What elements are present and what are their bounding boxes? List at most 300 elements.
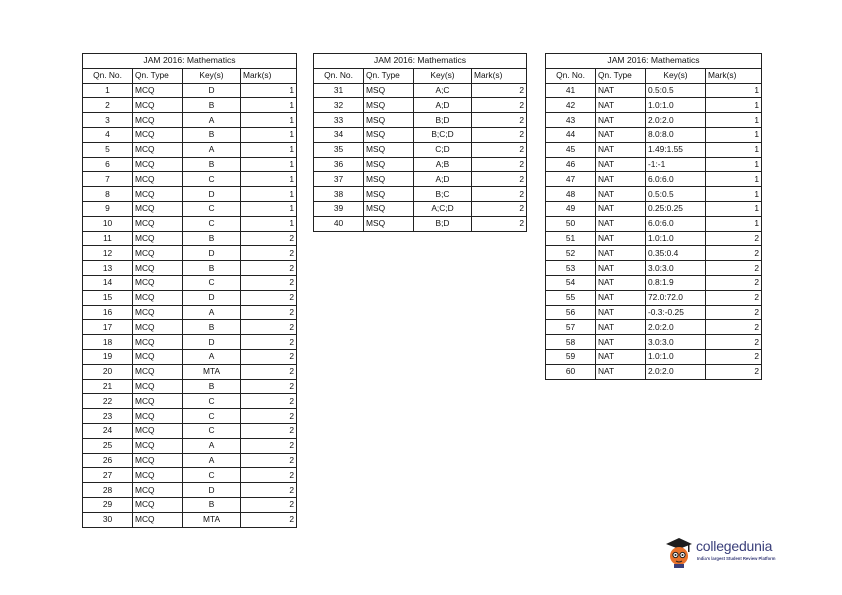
question-number-cell: 27 [83, 468, 133, 483]
answer-key-cell: C [183, 201, 241, 216]
answer-key-table-1 [82, 53, 297, 528]
question-type-cell: MCQ [133, 468, 183, 483]
answer-key-cell: C [183, 409, 241, 424]
marks-cell: 2 [241, 231, 297, 246]
table-row [546, 98, 762, 113]
answer-key-table-3 [545, 53, 762, 380]
question-number-cell: 29 [83, 497, 133, 512]
question-number-cell: 15 [83, 290, 133, 305]
question-number-cell: 43 [546, 113, 596, 128]
table-row [83, 394, 297, 409]
marks-cell: 2 [241, 349, 297, 364]
table-row [314, 216, 527, 231]
answer-key-cell: A [183, 113, 241, 128]
table-row [83, 453, 297, 468]
question-number-cell: 41 [546, 83, 596, 98]
marks-cell: 2 [241, 512, 297, 527]
table-title: JAM 2016: Mathematics [546, 54, 762, 69]
marks-cell: 1 [241, 127, 297, 142]
marks-cell: 1 [706, 216, 762, 231]
question-type-cell: NAT [596, 113, 646, 128]
answer-key-cell: B [183, 497, 241, 512]
table-row [546, 216, 762, 231]
answer-key-cell: B;C;D [414, 127, 472, 142]
table-row [546, 290, 762, 305]
question-number-cell: 30 [83, 512, 133, 527]
question-number-cell: 58 [546, 335, 596, 350]
marks-cell: 2 [706, 275, 762, 290]
question-type-cell: MCQ [133, 83, 183, 98]
answer-key-cell: -1:-1 [646, 157, 706, 172]
table-row [83, 172, 297, 187]
marks-cell: 2 [241, 468, 297, 483]
question-number-cell: 8 [83, 187, 133, 202]
answer-key-cell: 1.0:1.0 [646, 98, 706, 113]
question-type-header: Qn. Type [133, 68, 183, 83]
marks-cell: 1 [241, 201, 297, 216]
question-type-cell: NAT [596, 83, 646, 98]
table-header-row [83, 68, 297, 83]
logo-wordmark: collegedunia [696, 538, 773, 554]
question-number-cell: 44 [546, 127, 596, 142]
marks-cell: 2 [472, 83, 527, 98]
answer-key-cell: B;C [414, 187, 472, 202]
answer-key-cell: B [183, 98, 241, 113]
marks-cell: 1 [241, 113, 297, 128]
marks-cell: 1 [706, 201, 762, 216]
question-type-cell: MCQ [133, 394, 183, 409]
marks-cell: 2 [706, 290, 762, 305]
marks-cell: 2 [241, 290, 297, 305]
question-type-cell: MCQ [133, 275, 183, 290]
answer-key-cell: A [183, 438, 241, 453]
answer-key-cell: 1.0:1.0 [646, 231, 706, 246]
table-row [83, 246, 297, 261]
question-number-cell: 40 [314, 216, 364, 231]
marks-cell: 2 [706, 246, 762, 261]
question-number-cell: 6 [83, 157, 133, 172]
table-row [83, 216, 297, 231]
answer-key-cell: B [183, 261, 241, 276]
table-row [83, 379, 297, 394]
answer-key-cell: 1.0:1.0 [646, 349, 706, 364]
question-number-cell: 25 [83, 438, 133, 453]
question-type-cell: NAT [596, 364, 646, 379]
marks-cell: 2 [241, 364, 297, 379]
answer-key-cell: B [183, 127, 241, 142]
answer-key-cell: B [183, 379, 241, 394]
question-type-cell: NAT [596, 275, 646, 290]
answer-key-cell: 2.0:2.0 [646, 320, 706, 335]
table-row [83, 468, 297, 483]
table-row [314, 142, 527, 157]
marks-cell: 1 [706, 157, 762, 172]
table-row [546, 335, 762, 350]
marks-cell: 2 [472, 187, 527, 202]
question-number-cell: 1 [83, 83, 133, 98]
marks-cell: 2 [241, 305, 297, 320]
question-number-cell: 4 [83, 127, 133, 142]
question-type-cell: MSQ [364, 113, 414, 128]
table-title: JAM 2016: Mathematics [314, 54, 527, 69]
marks-header: Mark(s) [472, 68, 527, 83]
question-type-cell: MCQ [133, 453, 183, 468]
collegedunia-logo [664, 535, 784, 575]
question-type-cell: MSQ [364, 142, 414, 157]
question-number-cell: 5 [83, 142, 133, 157]
answer-key-cell: B [183, 231, 241, 246]
answer-key-cell: -0.3:-0.25 [646, 305, 706, 320]
answer-key-cell: 0.25:0.25 [646, 201, 706, 216]
question-number-cell: 47 [546, 172, 596, 187]
question-type-header: Qn. Type [364, 68, 414, 83]
table-row [83, 98, 297, 113]
answer-key-cell: C;D [414, 142, 472, 157]
table-row [314, 83, 527, 98]
marks-cell: 2 [472, 98, 527, 113]
question-type-cell: MCQ [133, 335, 183, 350]
question-type-cell: MCQ [133, 409, 183, 424]
question-type-cell: MCQ [133, 127, 183, 142]
marks-cell: 2 [241, 261, 297, 276]
answer-key-cell: D [183, 187, 241, 202]
marks-cell: 2 [241, 497, 297, 512]
marks-cell: 2 [241, 438, 297, 453]
question-number-cell: 26 [83, 453, 133, 468]
marks-cell: 2 [706, 364, 762, 379]
marks-cell: 1 [241, 98, 297, 113]
question-type-cell: MSQ [364, 127, 414, 142]
question-type-cell: MCQ [133, 497, 183, 512]
marks-cell: 2 [706, 305, 762, 320]
answer-key-table-2 [313, 53, 527, 232]
marks-cell: 1 [706, 172, 762, 187]
table-row [546, 231, 762, 246]
answer-key-cell: 72.0:72.0 [646, 290, 706, 305]
question-number-cell: 9 [83, 201, 133, 216]
question-number-cell: 11 [83, 231, 133, 246]
marks-cell: 2 [241, 483, 297, 498]
answer-key-cell: 1.49:1.55 [646, 142, 706, 157]
question-type-cell: MCQ [133, 483, 183, 498]
question-number-cell: 28 [83, 483, 133, 498]
table-row [83, 320, 297, 335]
marks-cell: 2 [241, 379, 297, 394]
question-type-cell: MCQ [133, 512, 183, 527]
marks-cell: 1 [241, 216, 297, 231]
answer-key-cell: A [183, 349, 241, 364]
question-type-cell: NAT [596, 216, 646, 231]
question-type-cell: MSQ [364, 187, 414, 202]
marks-cell: 2 [472, 157, 527, 172]
question-number-cell: 48 [546, 187, 596, 202]
answer-key-cell: A;B [414, 157, 472, 172]
table-row [314, 201, 527, 216]
table-row [83, 275, 297, 290]
answer-key-cell: C [183, 394, 241, 409]
question-number-cell: 51 [546, 231, 596, 246]
question-type-cell: MCQ [133, 172, 183, 187]
marks-cell: 2 [706, 231, 762, 246]
logo-tagline: India's largest Student Review Platform [697, 556, 776, 561]
question-type-cell: NAT [596, 349, 646, 364]
question-type-cell: NAT [596, 172, 646, 187]
answer-key-cell: D [183, 335, 241, 350]
question-number-cell: 18 [83, 335, 133, 350]
marks-cell: 2 [472, 172, 527, 187]
question-number-cell: 37 [314, 172, 364, 187]
table-header-row [314, 68, 527, 83]
table-row [83, 261, 297, 276]
marks-cell: 1 [241, 187, 297, 202]
table-row [546, 305, 762, 320]
question-number-cell: 39 [314, 201, 364, 216]
question-type-cell: MSQ [364, 83, 414, 98]
marks-cell: 2 [706, 349, 762, 364]
question-type-cell: NAT [596, 98, 646, 113]
question-number-cell: 2 [83, 98, 133, 113]
marks-cell: 2 [472, 113, 527, 128]
table-row [314, 187, 527, 202]
question-type-cell: NAT [596, 246, 646, 261]
table-header-row [546, 68, 762, 83]
table-row [83, 83, 297, 98]
marks-cell: 2 [241, 409, 297, 424]
marks-cell: 1 [706, 127, 762, 142]
marks-cell: 2 [472, 216, 527, 231]
answer-key-cell: 6.0:6.0 [646, 216, 706, 231]
question-number-cell: 21 [83, 379, 133, 394]
question-type-cell: NAT [596, 187, 646, 202]
marks-cell: 2 [241, 394, 297, 409]
table-row [83, 364, 297, 379]
question-number-cell: 35 [314, 142, 364, 157]
question-type-header: Qn. Type [596, 68, 646, 83]
marks-cell: 1 [706, 142, 762, 157]
table-row [83, 483, 297, 498]
question-number-cell: 38 [314, 187, 364, 202]
question-number-cell: 45 [546, 142, 596, 157]
question-number-header: Qn. No. [314, 68, 364, 83]
question-type-cell: MCQ [133, 261, 183, 276]
question-number-cell: 13 [83, 261, 133, 276]
question-type-cell: MCQ [133, 142, 183, 157]
marks-cell: 2 [706, 261, 762, 276]
table-row [546, 83, 762, 98]
answer-key-cell: B [183, 157, 241, 172]
answer-key-cell: 6.0:6.0 [646, 172, 706, 187]
table-row [83, 349, 297, 364]
question-number-cell: 16 [83, 305, 133, 320]
marks-cell: 1 [241, 172, 297, 187]
table-row [546, 172, 762, 187]
question-number-cell: 20 [83, 364, 133, 379]
question-type-cell: MCQ [133, 201, 183, 216]
question-type-cell: MCQ [133, 113, 183, 128]
answer-key-cell: 0.35:0.4 [646, 246, 706, 261]
marks-cell: 2 [472, 127, 527, 142]
answer-key-cell: 0.5:0.5 [646, 83, 706, 98]
graduate-mascot-icon [664, 535, 694, 569]
question-number-cell: 53 [546, 261, 596, 276]
question-number-cell: 7 [83, 172, 133, 187]
answer-key-cell: A;D [414, 172, 472, 187]
question-type-cell: MSQ [364, 201, 414, 216]
question-number-cell: 49 [546, 201, 596, 216]
answer-key-cell: D [183, 246, 241, 261]
question-number-cell: 14 [83, 275, 133, 290]
question-number-cell: 10 [83, 216, 133, 231]
table-row [83, 157, 297, 172]
table-row [546, 157, 762, 172]
table-row [546, 142, 762, 157]
marks-cell: 1 [241, 83, 297, 98]
question-number-cell: 17 [83, 320, 133, 335]
answer-key-cell: C [183, 423, 241, 438]
table-row [546, 349, 762, 364]
answer-key-cell: C [183, 172, 241, 187]
table-row [546, 127, 762, 142]
marks-header: Mark(s) [706, 68, 762, 83]
answer-key-cell: D [183, 483, 241, 498]
question-number-cell: 33 [314, 113, 364, 128]
answer-key-cell: C [183, 468, 241, 483]
marks-cell: 1 [706, 113, 762, 128]
table-title-row [546, 54, 762, 69]
answer-key-cell: D [183, 290, 241, 305]
answer-key-cell: 2.0:2.0 [646, 113, 706, 128]
question-type-cell: MCQ [133, 438, 183, 453]
table-title-row [83, 54, 297, 69]
question-type-cell: MCQ [133, 364, 183, 379]
answer-key-cell: C [183, 275, 241, 290]
question-type-cell: MCQ [133, 320, 183, 335]
question-number-cell: 56 [546, 305, 596, 320]
marks-cell: 2 [241, 423, 297, 438]
answer-key-cell: A;C [414, 83, 472, 98]
question-number-cell: 32 [314, 98, 364, 113]
marks-cell: 1 [706, 98, 762, 113]
answer-key-cell: A [183, 305, 241, 320]
question-type-cell: MSQ [364, 172, 414, 187]
table-row [546, 201, 762, 216]
table-row [83, 423, 297, 438]
question-number-cell: 19 [83, 349, 133, 364]
question-number-cell: 59 [546, 349, 596, 364]
table-row [314, 127, 527, 142]
question-type-cell: NAT [596, 320, 646, 335]
question-type-cell: NAT [596, 290, 646, 305]
table-row [83, 305, 297, 320]
question-type-cell: MCQ [133, 423, 183, 438]
question-type-cell: MCQ [133, 216, 183, 231]
question-type-cell: NAT [596, 305, 646, 320]
question-number-cell: 34 [314, 127, 364, 142]
answer-key-cell: A;C;D [414, 201, 472, 216]
question-number-cell: 24 [83, 423, 133, 438]
question-type-cell: NAT [596, 157, 646, 172]
question-type-cell: MCQ [133, 157, 183, 172]
question-number-cell: 60 [546, 364, 596, 379]
question-type-cell: MSQ [364, 157, 414, 172]
marks-cell: 2 [706, 320, 762, 335]
marks-cell: 2 [241, 275, 297, 290]
marks-cell: 1 [241, 157, 297, 172]
answer-key-cell: 0.8:1.9 [646, 275, 706, 290]
marks-cell: 2 [706, 335, 762, 350]
answer-key-cell: 2.0:2.0 [646, 364, 706, 379]
answer-key-cell: B;D [414, 113, 472, 128]
marks-cell: 1 [706, 83, 762, 98]
answer-key-cell: C [183, 216, 241, 231]
table-row [314, 113, 527, 128]
answer-key-cell: 3.0:3.0 [646, 335, 706, 350]
answer-key-header: Key(s) [414, 68, 472, 83]
answer-key-cell: D [183, 83, 241, 98]
question-number-header: Qn. No. [83, 68, 133, 83]
question-type-cell: MCQ [133, 379, 183, 394]
question-number-cell: 57 [546, 320, 596, 335]
question-type-cell: MCQ [133, 231, 183, 246]
table-row [83, 512, 297, 527]
question-number-header: Qn. No. [546, 68, 596, 83]
table-row [546, 261, 762, 276]
answer-key-header: Key(s) [646, 68, 706, 83]
question-type-cell: MSQ [364, 216, 414, 231]
question-number-cell: 55 [546, 290, 596, 305]
marks-cell: 2 [241, 320, 297, 335]
table-row [83, 438, 297, 453]
table-row [83, 127, 297, 142]
question-type-cell: MCQ [133, 187, 183, 202]
question-number-cell: 3 [83, 113, 133, 128]
question-type-cell: NAT [596, 261, 646, 276]
answer-key-cell: MTA [183, 364, 241, 379]
table-row [83, 201, 297, 216]
question-number-cell: 54 [546, 275, 596, 290]
marks-cell: 2 [241, 335, 297, 350]
marks-cell: 2 [472, 201, 527, 216]
table-row [83, 231, 297, 246]
table-row [83, 497, 297, 512]
answer-key-cell: MTA [183, 512, 241, 527]
answer-key-cell: 8.0:8.0 [646, 127, 706, 142]
table-row [314, 157, 527, 172]
marks-cell: 2 [241, 453, 297, 468]
question-number-cell: 36 [314, 157, 364, 172]
answer-key-cell: 3.0:3.0 [646, 261, 706, 276]
table-row [83, 142, 297, 157]
answer-key-header: Key(s) [183, 68, 241, 83]
table-row [83, 187, 297, 202]
table-row [314, 98, 527, 113]
table-row [83, 290, 297, 305]
table-row [83, 335, 297, 350]
answer-key-cell: A;D [414, 98, 472, 113]
question-number-cell: 23 [83, 409, 133, 424]
question-type-cell: NAT [596, 201, 646, 216]
question-number-cell: 31 [314, 83, 364, 98]
answer-key-cell: B [183, 320, 241, 335]
marks-cell: 1 [706, 187, 762, 202]
question-number-cell: 50 [546, 216, 596, 231]
table-title: JAM 2016: Mathematics [83, 54, 297, 69]
answer-key-cell: B;D [414, 216, 472, 231]
table-row [546, 187, 762, 202]
table-title-row [314, 54, 527, 69]
table-row [546, 320, 762, 335]
question-number-cell: 42 [546, 98, 596, 113]
